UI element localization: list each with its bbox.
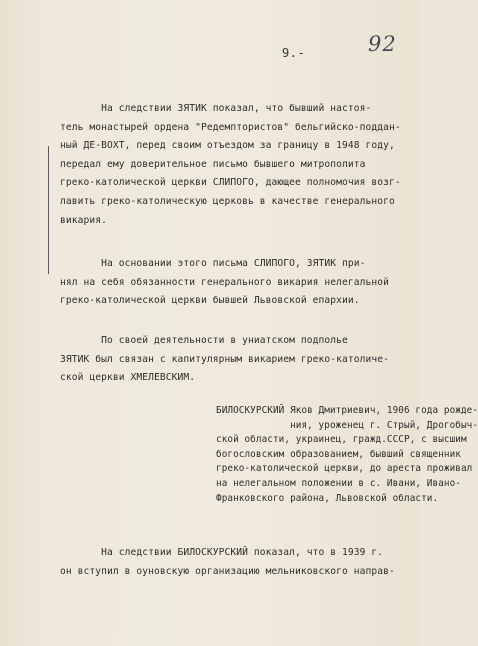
text-line: греко-католической церкви, до ареста проживал	[216, 463, 473, 475]
text-line: он вступил в оуновскую организацию мельниковского направ-	[60, 565, 395, 577]
text-line: греко-католической церкви бывшей Львовской епархии.	[60, 295, 360, 307]
text-line: богословским образованием, бывший священник	[216, 448, 461, 460]
paragraph-biloskursky-profile	[216, 404, 478, 506]
text-line: ской церкви ХМЕЛЕВСКИМ.	[60, 372, 196, 384]
text-line: лавить греко-католическую церковь в качестве генерального	[60, 195, 395, 207]
text-line: тель монастырей ордена "Редемптористов" бельгийско-поддан-	[60, 121, 401, 133]
text-line: На следствии БИЛОСКУРСКИЙ показал, что в 1939 г.	[60, 547, 384, 558]
text-line: По своей деятельности в униатском подполье	[60, 335, 348, 346]
archive-sheet-number: 92	[368, 32, 397, 56]
text-line: передал ему доверительное письмо бывшего митрополита	[60, 158, 366, 170]
text-line: БИЛОСКУРСКИЙ Яков Дмитриевич, 1906 года рожде-	[216, 405, 478, 416]
paragraph-vicar-duties	[60, 255, 389, 311]
text-line: Франковского района, Львовской области.	[216, 492, 439, 504]
text-line: викария.	[60, 214, 108, 226]
text-line: ния, уроженец г. Стрый, Дрогобыч-	[216, 419, 478, 431]
margin-mark	[48, 146, 49, 274]
text-line: ской области, украинец, гражд.СССР, с высшим	[216, 434, 467, 446]
paragraph-biloskursky-testimony	[60, 544, 395, 581]
paragraph-underground-links	[60, 332, 389, 388]
text-line: греко-католической церкви СЛИПОГО, дающее полномочия возг-	[60, 177, 401, 189]
text-line: На следствии ЗЯТИК показал, что бывший настоя-	[60, 103, 372, 114]
text-line: ЗЯТИК был связан с капитулярным викарием греко-католиче-	[60, 353, 390, 365]
paragraph-zyatik-testimony	[60, 100, 401, 230]
text-line: на нелегальном положении в с. Ивани, Ивано-	[216, 477, 461, 489]
text-line: На основании этого письма СЛИПОГО, ЗЯТИК при-	[60, 258, 366, 269]
text-line: нял на себя обязанности генерального викария нелегальной	[60, 276, 390, 288]
text-line: ный ДЕ-ВОХТ, перед своим отъездом за границу в 1948 году,	[60, 140, 395, 152]
page-number: 9.-	[282, 46, 306, 60]
